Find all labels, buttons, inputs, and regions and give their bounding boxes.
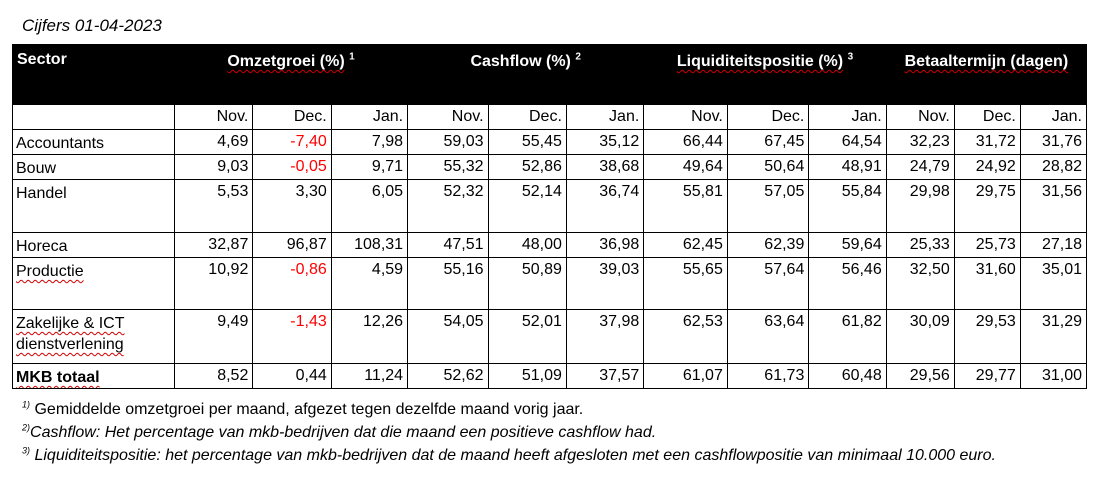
value-cell: 62,53 [644,310,728,364]
sector-label: Productie [16,263,84,280]
value-cell: 9,03 [174,155,252,180]
value-cell: 108,31 [331,233,407,258]
footnote-1: $^{1)}$ Gemiddelde omzetgroei per maand, afgezet tegen dezelfde maand vorig jaar. [22,399,584,418]
month-header: Dec. [954,105,1020,130]
page-title: Cijfers 01-04-2023 [22,16,162,35]
value-cell: 4,59 [331,258,407,310]
sector-cell [13,180,175,233]
value-cell: 55,84 [809,180,886,233]
value-cell: 61,07 [644,364,728,389]
value-cell: 6,05 [331,180,407,233]
month-header: Nov. [886,105,954,130]
sector-cell [13,258,175,310]
value-cell: 36,98 [566,233,643,258]
value-cell: 12,26 [331,310,407,364]
value-cell: 52,32 [408,180,488,233]
value-cell: 28,82 [1020,155,1086,180]
value-cell: 24,92 [954,155,1020,180]
value-cell: 5,53 [174,180,252,233]
value-cell: 31,76 [1020,130,1086,155]
value-cell: 29,75 [954,180,1020,233]
footnote-2: $^{2)}$Cashflow: Het percentage van mkb-bedrijven dat die maand een positieve cashflow had. [22,422,657,441]
value-cell: 57,64 [727,258,808,310]
month-header: Dec. [253,105,331,130]
value-cell: 50,64 [727,155,808,180]
table-row [13,258,1087,310]
value-cell: 55,16 [408,258,488,310]
sector-label: Handel [16,185,67,202]
table-row [13,130,1087,155]
table-row [13,233,1087,258]
value-cell: -7,40 [253,130,331,155]
value-cell: 30,09 [886,310,954,364]
value-cell: 32,23 [886,130,954,155]
value-cell: 37,98 [566,310,643,364]
month-header: Dec. [727,105,808,130]
value-cell: 60,48 [809,364,886,389]
value-cell: 29,77 [954,364,1020,389]
value-cell: 56,46 [809,258,886,310]
table-row [13,310,1087,364]
sector-label: Accountants [16,135,105,152]
value-cell: 38,68 [566,155,643,180]
header-betaaltermijn: Betaaltermijn (dagen) [886,45,1086,105]
value-cell: 29,53 [954,310,1020,364]
sector-label: MKB totaal [16,369,100,386]
value-cell: 52,62 [408,364,488,389]
value-cell: 7,98 [331,130,407,155]
value-cell: 31,56 [1020,180,1086,233]
table-body [13,130,1087,389]
value-cell: 27,18 [1020,233,1086,258]
value-cell: 64,54 [809,130,886,155]
value-cell: 9,71 [331,155,407,180]
value-cell: 31,29 [1020,310,1086,364]
value-cell: 61,82 [809,310,886,364]
value-cell: 0,44 [253,364,331,389]
value-cell: -0,05 [253,155,331,180]
table-row [13,180,1087,233]
value-cell: 24,79 [886,155,954,180]
value-cell: 50,89 [488,258,566,310]
table-header-row [13,45,1087,105]
value-cell: 66,44 [644,130,728,155]
value-cell: 29,56 [886,364,954,389]
value-cell: 62,39 [727,233,808,258]
value-cell: 8,52 [174,364,252,389]
value-cell: 63,64 [727,310,808,364]
value-cell: 49,64 [644,155,728,180]
value-cell: 55,81 [644,180,728,233]
sector-label: Bouw [16,160,57,177]
month-header-empty [13,105,175,130]
sector-cell [13,310,175,364]
value-cell: 61,73 [727,364,808,389]
month-header: Jan. [1020,105,1086,130]
value-cell: 52,86 [488,155,566,180]
value-cell: 35,12 [566,130,643,155]
value-cell: 52,14 [488,180,566,233]
value-cell: 55,32 [408,155,488,180]
value-cell: 55,45 [488,130,566,155]
value-cell: 25,73 [954,233,1020,258]
month-header: Nov. [174,105,252,130]
value-cell: 32,50 [886,258,954,310]
value-cell: 35,01 [1020,258,1086,310]
value-cell: 31,00 [1020,364,1086,389]
month-header-row [13,105,1087,130]
month-header: Jan. [331,105,407,130]
value-cell: 57,05 [727,180,808,233]
value-cell: 96,87 [253,233,331,258]
value-cell: -1,43 [253,310,331,364]
value-cell: 36,74 [566,180,643,233]
sector-label: Horeca [16,238,68,255]
value-cell: 31,72 [954,130,1020,155]
table-row [13,364,1087,389]
value-cell: 3,30 [253,180,331,233]
value-cell: 9,49 [174,310,252,364]
value-cell: 62,45 [644,233,728,258]
value-cell: 10,92 [174,258,252,310]
value-cell: 67,45 [727,130,808,155]
footnotes [22,398,1092,467]
value-cell: 37,57 [566,364,643,389]
value-cell: 59,03 [408,130,488,155]
header-cashflow: Cashflow (%) $^2$ [408,45,644,105]
value-cell: 29,98 [886,180,954,233]
value-cell: 4,69 [174,130,252,155]
value-cell: 32,87 [174,233,252,258]
value-cell: 47,51 [408,233,488,258]
month-header: Jan. [566,105,643,130]
value-cell: 31,60 [954,258,1020,310]
month-header: Nov. [644,105,728,130]
month-header: Dec. [488,105,566,130]
header-omzetgroei: Omzetgroei (%) $^1$ [174,45,407,105]
value-cell: -0,86 [253,258,331,310]
value-cell: 54,05 [408,310,488,364]
sector-cell [13,364,175,389]
header-liquiditeitspositie: Liquiditeitspositie (%) $^3$ [644,45,886,105]
month-header: Nov. [408,105,488,130]
sector-cell [13,130,175,155]
figures-table [12,44,1087,389]
value-cell: 51,09 [488,364,566,389]
sector-label: Zakelijke & ICT dienstverlening [16,315,125,353]
value-cell: 55,65 [644,258,728,310]
value-cell: 11,24 [331,364,407,389]
value-cell: 59,64 [809,233,886,258]
month-header: Jan. [809,105,886,130]
table-row [13,155,1087,180]
value-cell: 39,03 [566,258,643,310]
value-cell: 52,01 [488,310,566,364]
value-cell: 48,91 [809,155,886,180]
header-sector: Sector [13,45,175,105]
value-cell: 48,00 [488,233,566,258]
value-cell: 25,33 [886,233,954,258]
footnote-3: $^{3)}$ Liquiditeitspositie: het percentage van mkb-bedrijven dat de maand heeft afgesloten met een cashflowpositie van minimaal 10.000 euro. [22,445,996,464]
sector-cell [13,233,175,258]
sector-cell [13,155,175,180]
